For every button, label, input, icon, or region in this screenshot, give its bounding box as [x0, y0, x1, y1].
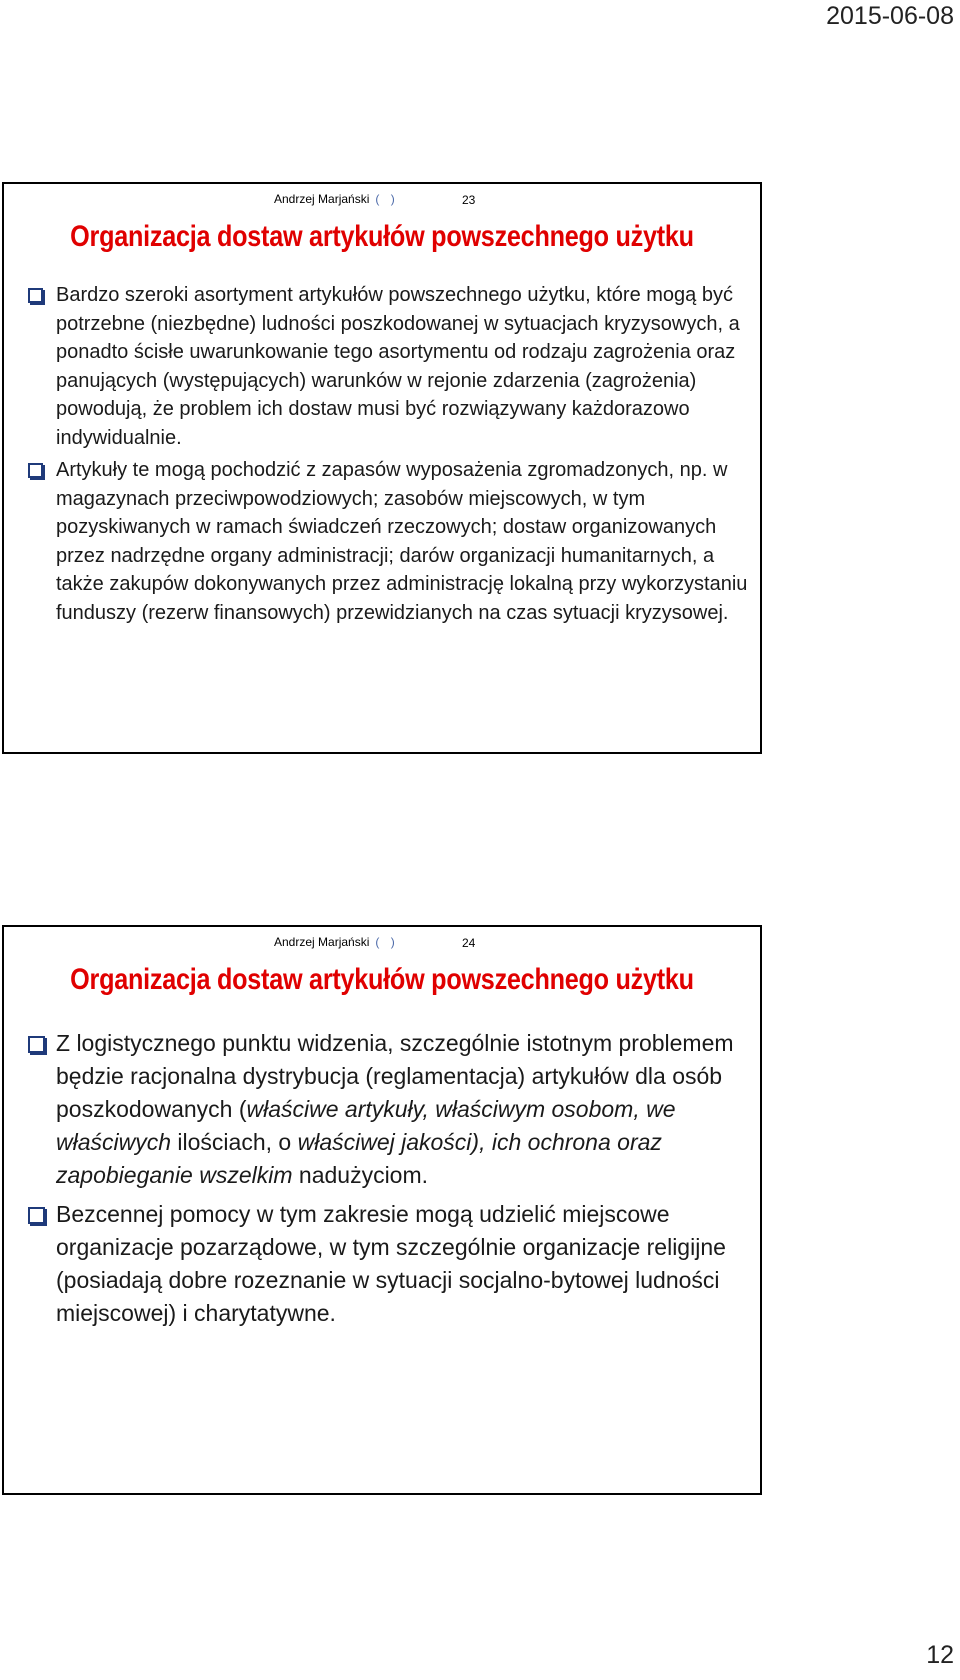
- list-item: [22, 1027, 748, 1192]
- author-name: Andrzej Marjański: [274, 935, 370, 949]
- slide-number: 24: [462, 936, 476, 950]
- page-number: 12: [926, 1641, 954, 1669]
- bullet-text: [56, 1030, 734, 1188]
- author-name: Andrzej Marjański: [274, 192, 370, 206]
- bullet-text-italic: właściwe artykuły, właściwym osobom, we właściwych: [56, 1096, 676, 1155]
- bullet-text-part: Z logistycznego punktu widzenia, szczególnie istotnym problemem będzie racjonalna dystrybucja (reglamentacja) artykułów dla osób poszkodowanych (: [56, 1030, 734, 1122]
- bullet-text: Artykuły te mogą pochodzić z zapasów wyposażenia zgromadzonych, np. w magazynach przeciwpowodziowych; zasobów miejscowych, w tym pozyskiwanych w ramach świadczeń rzeczowych; dostaw organizowanych przez nadrzędne organy administracji; darów organizacji humanitarnych, a także zakupów dokonywanych przez administrację lokalną przy wykorzystaniu funduszy (rezerw finansowych) przewidzianych na czas sytuacji kryzysowej.: [56, 459, 748, 624]
- slide-author: [274, 935, 399, 949]
- checkbox-bullet-icon: [28, 463, 43, 478]
- slide-23: [2, 182, 762, 754]
- checkbox-bullet-icon: [28, 288, 43, 303]
- slide-title: Organizacja dostaw artykułów powszechnego użytku: [70, 220, 694, 253]
- checkbox-bullet-icon: [28, 1207, 45, 1224]
- bullet-text-part: nadużyciom.: [292, 1162, 429, 1188]
- list-item: [22, 281, 748, 452]
- bullet-text-part: ilościach, o: [171, 1129, 298, 1155]
- bullet-list: [22, 1027, 748, 1330]
- slide-number: 23: [462, 193, 476, 207]
- bullet-text-italic: właściwej jakości), ich ochrona oraz zapobieganie wszelkim: [56, 1129, 662, 1188]
- slide-author: [274, 192, 399, 206]
- author-paren: ( ): [375, 935, 399, 949]
- list-item: [22, 456, 748, 627]
- checkbox-bullet-icon: [28, 1036, 45, 1053]
- author-paren: ( ): [375, 192, 399, 206]
- slide-24: [2, 925, 762, 1495]
- bullet-text: Bardzo szeroki asortyment artykułów powszechnego użytku, które mogą być potrzebne (niezbędne) ludności poszkodowanej w sytuacjach kryzysowych, a ponadto ścisłe uwarunkowanie tego asortymentu od rodzaju zagrożenia oraz panujących (występujących) warunków w rejonie zdarzenia (zagrożenia) powodują, że problem ich dostaw musi być rozwiązywany każdorazowo indywidualnie.: [56, 284, 740, 449]
- page-date: 2015-06-08: [826, 2, 954, 30]
- slide-title: Organizacja dostaw artykułów powszechnego użytku: [70, 963, 694, 996]
- bullet-text: Bezcennej pomocy w tym zakresie mogą udzielić miejscowe organizacje pozarządowe, w tym szczególnie organizacje religijne (posiadają dobre rozeznanie w sytuacji socjalno-bytowej ludności miejscowej) i charytatywne.: [56, 1201, 726, 1326]
- list-item: [22, 1198, 748, 1330]
- bullet-list: [22, 281, 748, 627]
